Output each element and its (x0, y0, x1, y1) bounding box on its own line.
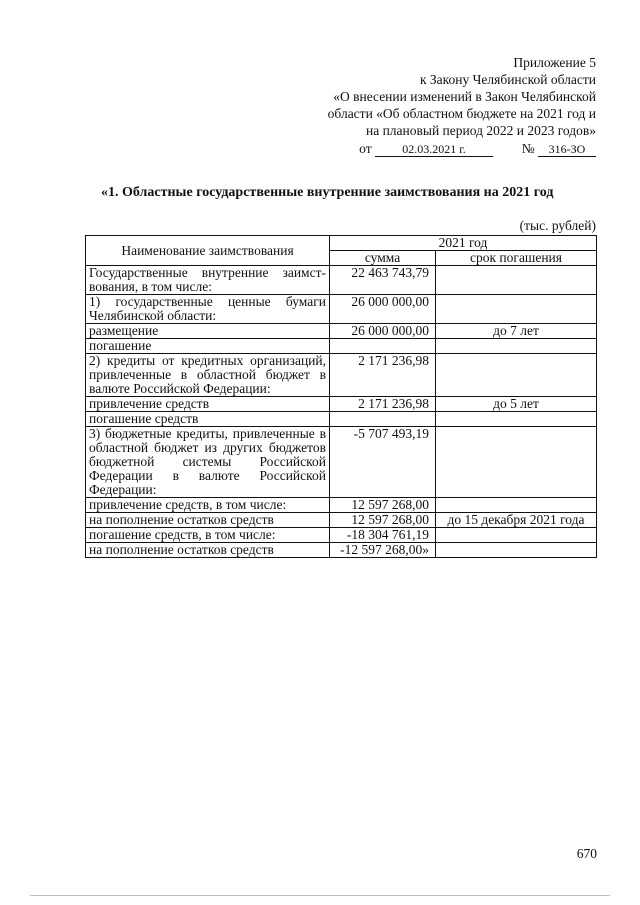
row-term-cell (436, 427, 597, 498)
table-row (86, 295, 597, 324)
table-row (86, 266, 597, 295)
law-number: 316-ЗО (538, 143, 596, 157)
row-sum-cell: 26 000 000,00 (330, 295, 436, 324)
row-name-cell: погашение средств (86, 412, 330, 427)
row-sum-cell (330, 339, 436, 354)
law-date-number-line (328, 140, 596, 157)
table-row (86, 354, 597, 397)
appendix-header (328, 54, 596, 157)
table-row (86, 339, 597, 354)
row-name-cell: 2) кредиты от кредитных организаций, привлеченные в областной бюджет в валюте Российской Федерации: (86, 354, 330, 397)
row-term-cell (436, 498, 597, 513)
row-term-cell: до 5 лет (436, 397, 597, 412)
row-name-cell: 3) бюджетные кредиты, привлеченные в областной бюджет из других бюджетов бюджетной системы Российской Федерации в валюте Российской Федерации: (86, 427, 330, 498)
number-label: № (521, 141, 535, 156)
header-line-2: к Закону Челябинской области (419, 72, 596, 87)
table-row (86, 498, 597, 513)
borrowings-table (85, 235, 597, 558)
row-sum-cell: -18 304 761,19 (330, 528, 436, 543)
table-body (86, 266, 597, 558)
row-sum-cell: 22 463 743,79 (330, 266, 436, 295)
row-name-cell: привлечение средств, в том числе: (86, 498, 330, 513)
column-header-term: срок погашения (436, 251, 597, 266)
row-sum-cell: 12 597 268,00 (330, 498, 436, 513)
row-term-cell (436, 412, 597, 427)
row-term-cell (436, 528, 597, 543)
row-name-cell: на пополнение остатков средств (86, 513, 330, 528)
units-label: (тыс. рублей) (519, 218, 596, 233)
row-term-cell: до 15 декабря 2021 года (436, 513, 597, 528)
header-line-5: на плановый период 2022 и 2023 годов» (365, 123, 596, 138)
row-sum-cell: -12 597 268,00» (330, 543, 436, 558)
table-row (86, 412, 597, 427)
law-date: 02.03.2021 г. (375, 143, 493, 157)
header-line-1: Приложение 5 (513, 55, 596, 70)
header-line-4: области «Об областном бюджете на 2021 год и (327, 106, 596, 121)
header-line-3: «О внесении изменений в Закон Челябинской (333, 89, 596, 104)
row-name-cell: погашение средств, в том числе: (86, 528, 330, 543)
row-name-cell: Государственные внутренние заимст-вования, в том числе: (86, 266, 330, 295)
table-row (86, 543, 597, 558)
row-sum-cell: -5 707 493,19 (330, 427, 436, 498)
row-sum-cell: 2 171 236,98 (330, 397, 436, 412)
row-name-cell: погашение (86, 339, 330, 354)
row-name-cell: размещение (86, 324, 330, 339)
row-name-cell: на пополнение остатков средств (86, 543, 330, 558)
table-row (86, 528, 597, 543)
row-term-cell (436, 339, 597, 354)
page-number: 670 (576, 846, 597, 861)
row-sum-cell: 26 000 000,00 (330, 324, 436, 339)
row-term-cell (436, 295, 597, 324)
row-sum-cell (330, 412, 436, 427)
row-term-cell (436, 543, 597, 558)
ot-label: от (359, 141, 372, 156)
column-header-name: Наименование заимствования (86, 236, 330, 266)
table-row (86, 324, 597, 339)
row-term-cell (436, 266, 597, 295)
table-row (86, 427, 597, 498)
column-header-sum: сумма (330, 251, 436, 266)
row-term-cell (436, 354, 597, 397)
row-sum-cell: 12 597 268,00 (330, 513, 436, 528)
bottom-rule (30, 895, 610, 896)
section-title: «1. Областные государственные внутренние заимствования на 2021 год (101, 185, 554, 200)
table-row (86, 397, 597, 412)
table-header-row (86, 236, 597, 251)
column-header-year: 2021 год (330, 236, 597, 251)
row-sum-cell: 2 171 236,98 (330, 354, 436, 397)
row-name-cell: привлечение средств (86, 397, 330, 412)
row-name-cell: 1) государственные ценные бумаги Челябинской области: (86, 295, 330, 324)
table-row (86, 513, 597, 528)
row-term-cell: до 7 лет (436, 324, 597, 339)
